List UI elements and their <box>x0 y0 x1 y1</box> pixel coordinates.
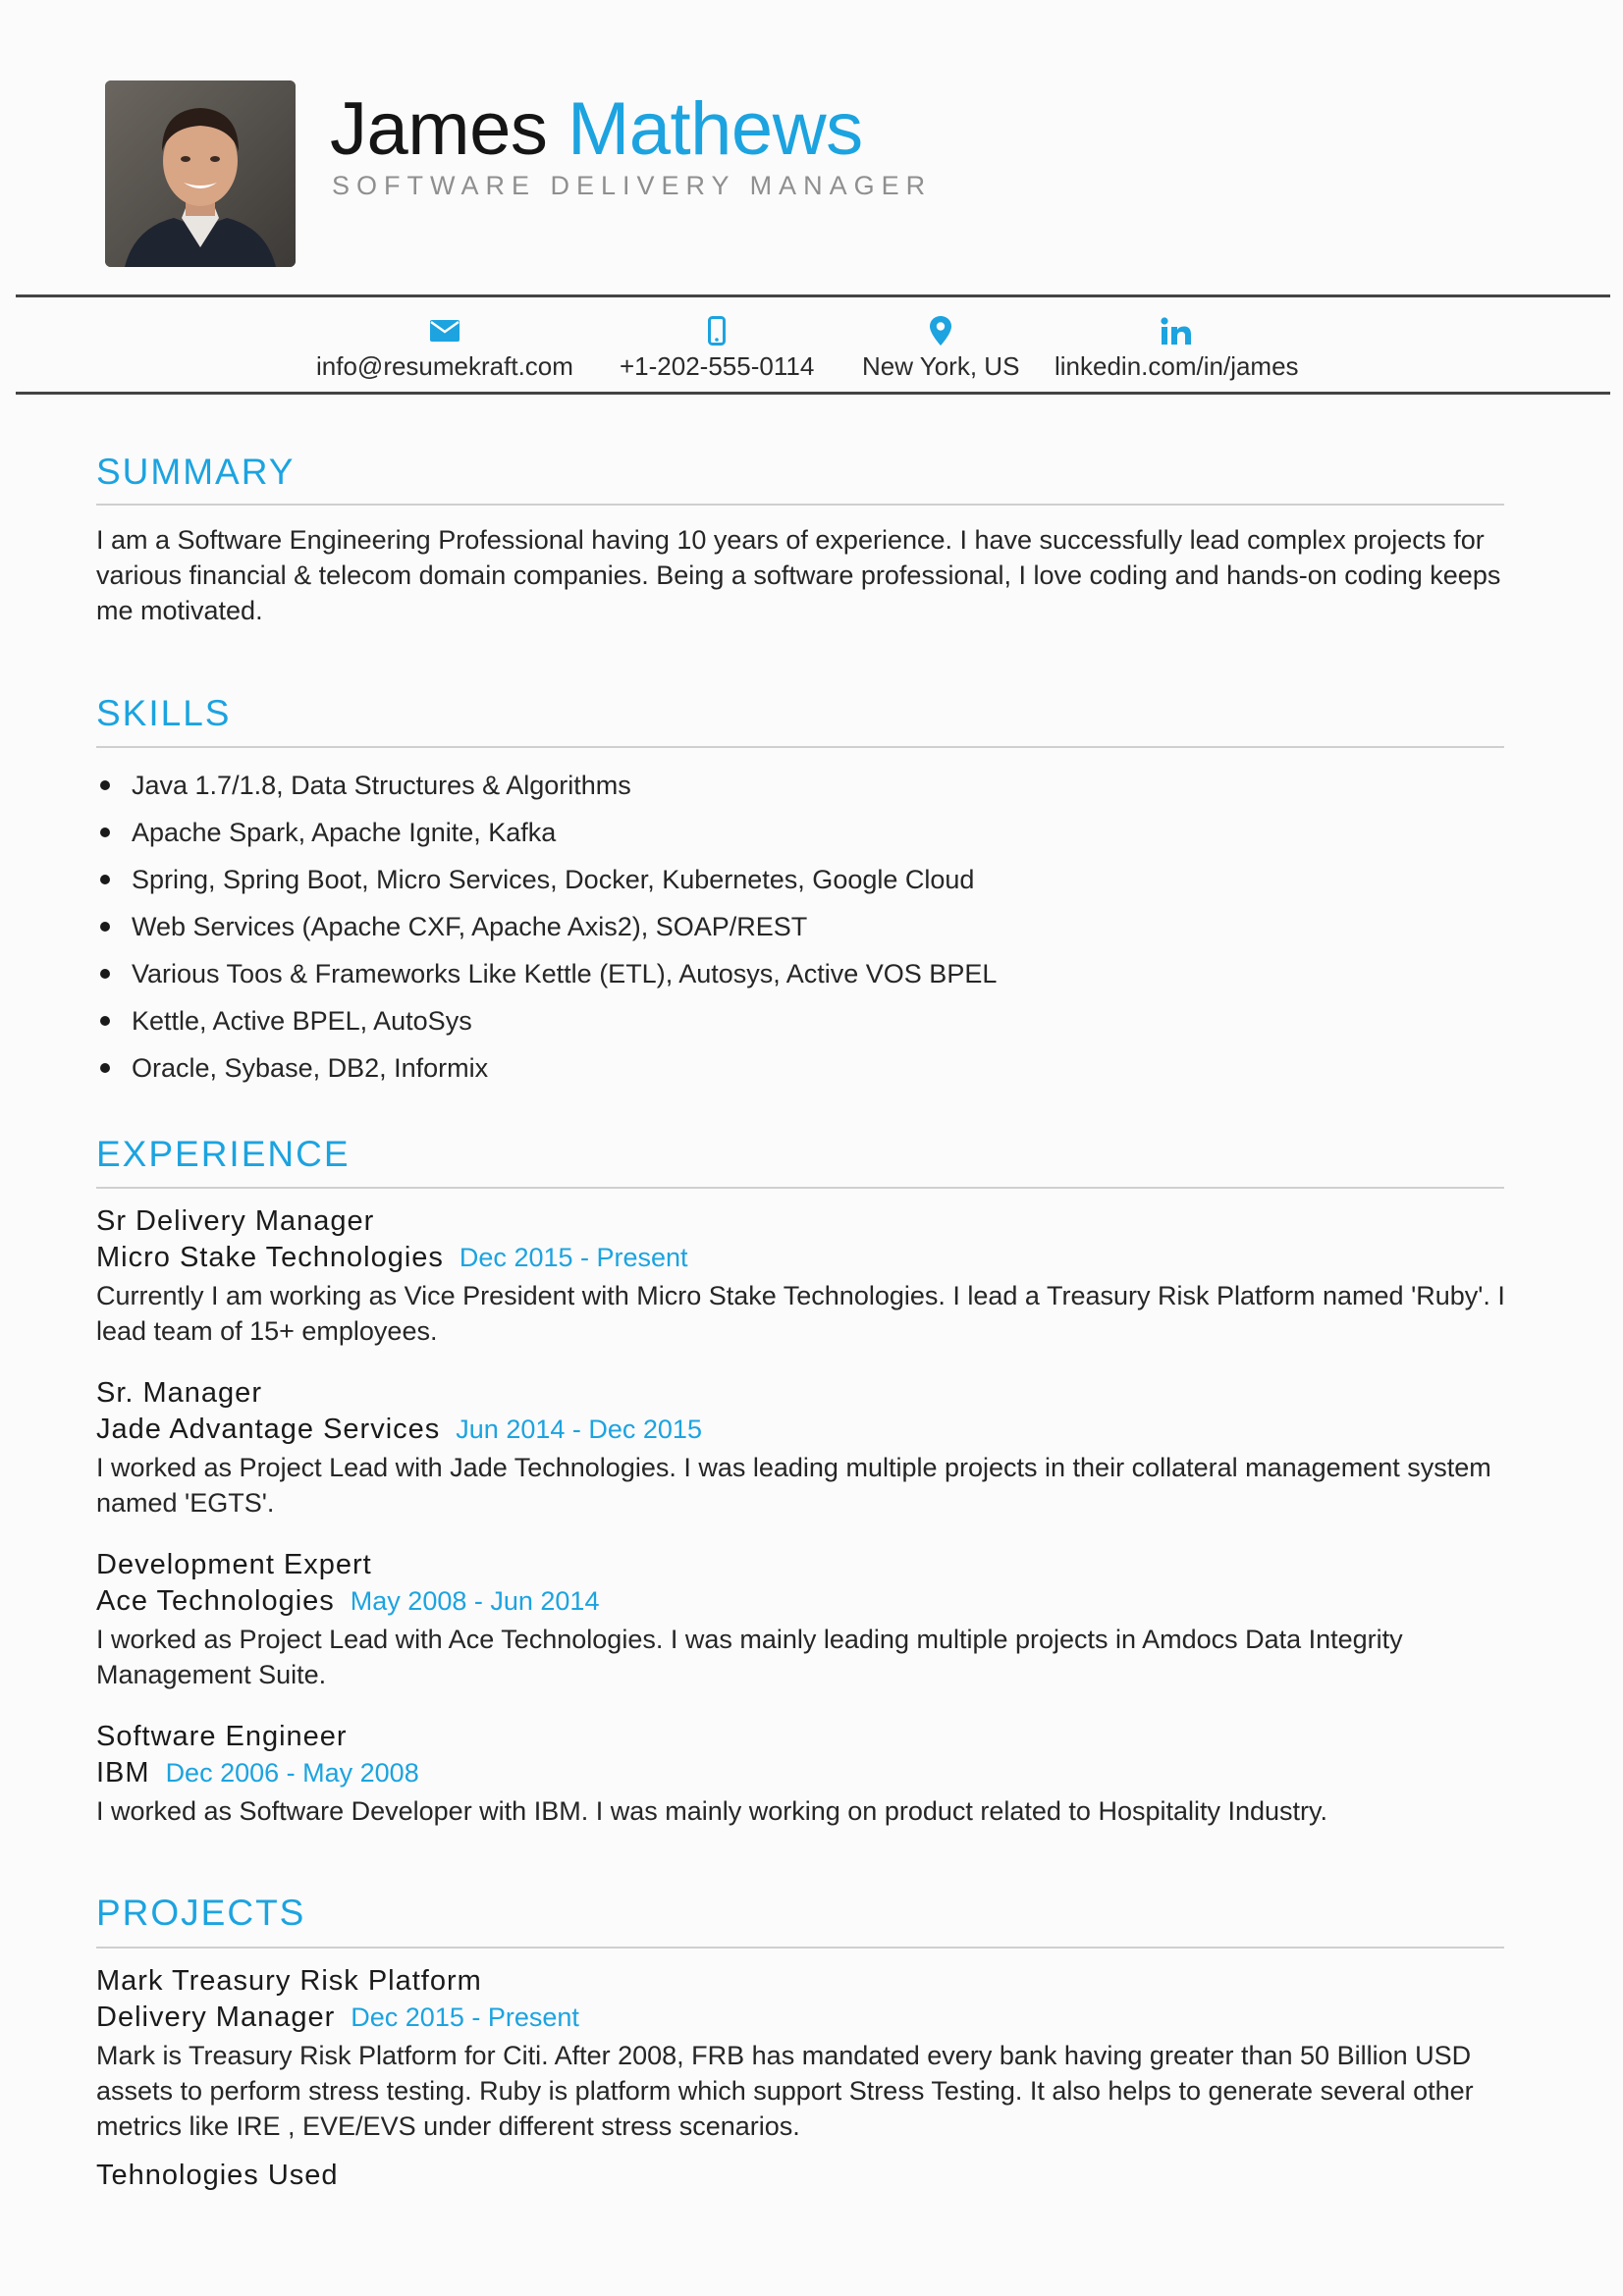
experience-dates: Dec 2015 - Present <box>459 1243 688 1272</box>
candidate-name <box>330 82 863 177</box>
projects-heading: PROJECTS <box>96 1893 306 1933</box>
skill-item: Web Services (Apache CXF, Apache Axis2), SOAP/REST <box>96 903 997 950</box>
experience-description: I worked as Project Lead with Jade Technologies. I was leading multiple projects in their collateral management system named 'EGTS'. <box>96 1453 1491 1518</box>
linkedin-icon <box>1161 314 1192 347</box>
experience-description: I worked as Project Lead with Ace Technologies. I was mainly leading multiple projects in Amdocs Data Integrity Management Suite. <box>96 1625 1403 1689</box>
project-description: Mark is Treasury Risk Platform for Citi. After 2008, FRB has mandated every bank having greater than 50 Billion USD assets to perform stress testing. Ruby is platform which support Stress Testing. It also helps to generate several other metrics like IRE , EVE/EVS under different stress scenarios. <box>96 2041 1474 2141</box>
experience-company: Micro Stake Technologies <box>96 1242 444 1273</box>
summary-rule <box>96 504 1504 506</box>
experience-role: Sr. Manager <box>96 1377 262 1409</box>
project-role: Delivery Manager <box>96 2002 336 2033</box>
project-dates: Dec 2015 - Present <box>351 2002 579 2032</box>
contact-linkedin <box>1055 314 1299 382</box>
experience-dates: Jun 2014 - Dec 2015 <box>456 1415 702 1444</box>
contact-phone <box>620 314 814 382</box>
skills-list <box>96 762 997 1092</box>
contact-location <box>862 314 1019 382</box>
location-text: New York, US <box>862 351 1020 381</box>
skill-item: Java 1.7/1.8, Data Structures & Algorithms <box>96 762 997 809</box>
project-name: Mark Treasury Risk Platform <box>96 1965 482 1997</box>
linkedin-text: linkedin.com/in/james <box>1055 351 1299 381</box>
experience-company: IBM <box>96 1757 150 1789</box>
experience-company: Jade Advantage Services <box>96 1414 441 1445</box>
experience-rule <box>96 1187 1504 1189</box>
experience-role: Development Expert <box>96 1549 372 1580</box>
skill-item: Apache Spark, Apache Ignite, Kafka <box>96 809 997 856</box>
skill-item: Various Toos & Frameworks Like Kettle (ETL), Autosys, Active VOS BPEL <box>96 950 997 997</box>
experience-description: I worked as Software Developer with IBM. I was mainly working on product related to Hospitality Industry. <box>96 1796 1328 1826</box>
experience-entry <box>96 1203 1510 1349</box>
technologies-heading: Tehnologies Used <box>96 2160 339 2191</box>
experience-entry <box>96 1375 1510 1521</box>
phone-icon <box>708 314 726 347</box>
first-name: James <box>330 87 548 171</box>
contact-email <box>316 314 573 382</box>
header-divider-top <box>16 294 1610 297</box>
experience-role: Sr Delivery Manager <box>96 1205 375 1237</box>
experience-entry <box>96 1547 1510 1692</box>
portrait-image <box>105 80 296 267</box>
experience-description: Currently I am working as Vice President with Micro Stake Technologies. I lead a Treasury Risk Platform named 'Ruby'. I lead team of 15+ employees. <box>96 1281 1505 1346</box>
experience-dates: Dec 2006 - May 2008 <box>165 1758 419 1788</box>
email-text: info@resumekraft.com <box>316 351 573 381</box>
skill-item: Oracle, Sybase, DB2, Informix <box>96 1044 997 1092</box>
experience-company: Ace Technologies <box>96 1585 335 1617</box>
experience-dates: May 2008 - Jun 2014 <box>350 1586 600 1616</box>
projects-rule <box>96 1947 1504 1949</box>
skills-rule <box>96 746 1504 748</box>
last-name: Mathews <box>567 87 863 171</box>
skill-item: Spring, Spring Boot, Micro Services, Docker, Kubernetes, Google Cloud <box>96 856 997 903</box>
location-pin-icon <box>930 314 951 347</box>
summary-text: I am a Software Engineering Professional having 10 years of experience. I have successfully lead complex projects for various financial & telecom domain companies. Being a software professional, I love coding and hands-on coding keeps me motivated. <box>96 525 1501 625</box>
header-divider-bottom <box>16 392 1610 395</box>
skills-heading: SKILLS <box>96 693 232 733</box>
skill-item: Kettle, Active BPEL, AutoSys <box>96 997 997 1044</box>
project-entry <box>96 1963 1510 2144</box>
job-title: SOFTWARE DELIVERY MANAGER <box>332 171 933 200</box>
experience-entry <box>96 1719 1510 1829</box>
experience-heading: EXPERIENCE <box>96 1134 351 1174</box>
profile-photo <box>105 80 296 267</box>
summary-heading: SUMMARY <box>96 452 296 492</box>
phone-text: +1-202-555-0114 <box>620 351 815 381</box>
envelope-icon <box>430 314 460 347</box>
experience-role: Software Engineer <box>96 1721 348 1752</box>
